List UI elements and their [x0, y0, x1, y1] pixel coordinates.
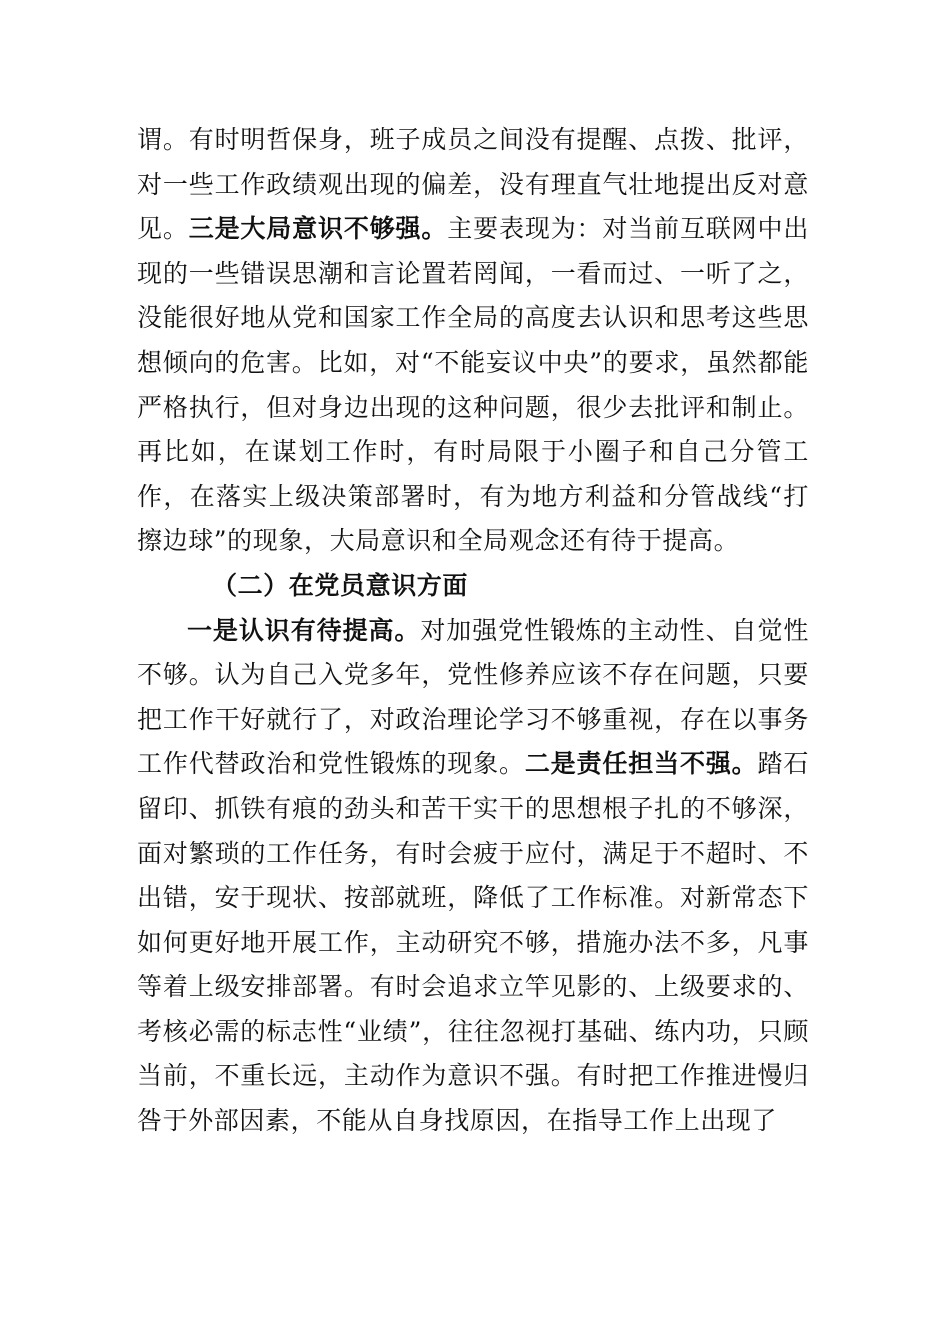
- bold-subheading-1: 一是认识有待提高。: [187, 615, 421, 645]
- bold-subheading-3: 三是大局意识不够强。: [188, 214, 448, 244]
- paragraph-continued: [137, 118, 809, 564]
- paragraph-text: 主要表现为：对当前互联网中出现的一些错误思潮和言论置若罔闻，一看而过、一听了之，没能很好地从党和国家工作全局的高度去认识和思考这些思想倾向的危害。比如，对“不能妄议中央”的要求，虽然都能严格执行，但对身边出现的这种问题，很少去批评和制止。再比如，在谋划工作时，有时局限于小圈子和自己分管工作，在落实上级决策部署时，有为地方利益和分管战线“打擦边球”的现象，大局意识和全局观念还有待于提高。: [137, 214, 809, 556]
- document-body: [137, 118, 809, 1144]
- section-heading: （二）在党员意识方面: [212, 570, 469, 600]
- bold-subheading-2: 二是责任担当不强。: [524, 749, 758, 779]
- paragraph-text: 谓。有时明哲保身，班子成员之间没有提醒、点拨、批评，对一些工作政绩观出现的偏差，没有理直气壮地提出反对意见。: [137, 125, 809, 244]
- paragraph: [137, 609, 809, 1144]
- paragraph-text: 对加强党性锻炼的主动性、自觉性不够。认为自己入党多年，党性修养应该不存在问题，只要把工作干好就行了，对政治理论学习不够重视，存在以事务工作代替政治和党性锻炼的现象。: [137, 615, 809, 779]
- paragraph-text: 踏石留印、抓铁有痕的劲头和苦干实干的思想根子扎的不够深，面对繁琐的工作任务，有时会疲于应付，满足于不超时、不出错，安于现状、按部就班，降低了工作标准。对新常态下如何更好地开展工作，主动研究不够，措施办法不多，凡事等着上级安排部署。有时会追求立竿见影的、上级要求的、考核必需的标志性“业绩”，往往忽视打基础、练内功，只顾当前，不重长远，主动作为意识不强。有时把工作推进慢归咎于外部因素，不能从自身找原因，在指导工作上出现了: [137, 749, 809, 1136]
